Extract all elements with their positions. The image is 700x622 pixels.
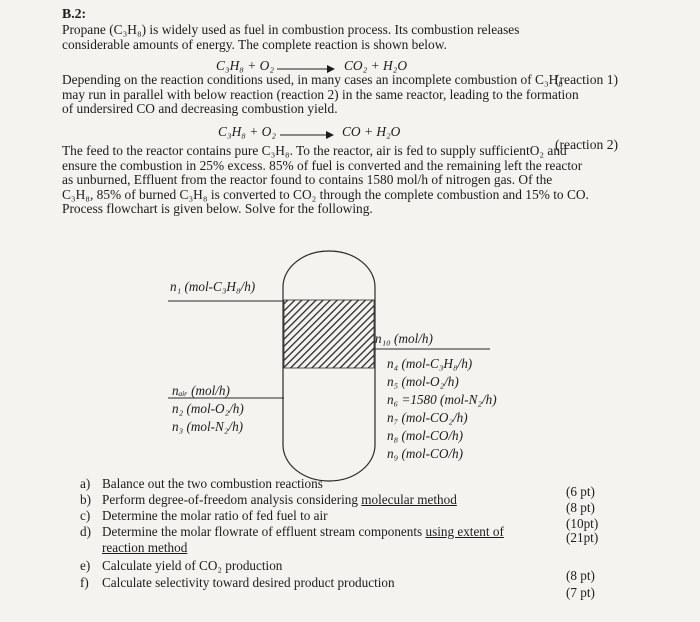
effluent-n8: n₈ (mol-CO/h) [387,428,464,443]
question-a-letter: a) [80,476,91,491]
question-e [80,558,282,574]
effluent-n4: n₄ (mol-C₃H₈/h) [387,356,473,371]
question-d-letter: d) [80,524,91,539]
para2-line-1: Depending on the reaction conditions used, in many cases an incomplete combustion of C₃H₈ [62,72,563,87]
question-d-continued [80,540,187,556]
effluent-n6: n₆ =1580 (mol-N₂/h) [387,392,497,407]
question-b-letter: b) [80,492,91,507]
question-b-points: (8 pt) [566,500,595,515]
para3-line-3: as unburned, Effluent from the reactor found to contains 1580 mol/h of nitrogen gas. Of the [62,172,553,188]
question-f-letter: f) [80,575,89,590]
question-c-points: (10pt) [566,516,599,531]
question-f-text: Calculate selectivity toward desired product production [102,575,395,590]
effluent-n7: n₇ (mol-CO₂/h) [387,410,468,425]
question-b [80,492,457,508]
reaction-2-reactants: C₃H₈ + O₂ [218,124,276,139]
reaction-2-products: CO + H₂O [342,124,401,139]
para2-line-3: of undersired CO and decreasing combustion yield. [62,101,338,117]
question-d-text: Determine the molar flowrate of effluent stream components [102,524,426,539]
effluent-n9: n₉ (mol-CO/h) [387,446,464,461]
question-b-text: Perform degree-of-freedom analysis considering [102,492,362,507]
problem-heading: B.2: [62,6,87,21]
reaction-1-reactants: C₃H₈ + O₂ [216,58,274,73]
air-stream-n2: n₂ (mol-O₂/h) [172,401,244,416]
intro-line-2: considerable amounts of energy. The complete reaction is shown below. [62,36,447,52]
question-e-points: (8 pt) [566,568,595,583]
question-d-underlined: using extent of [425,524,504,539]
reaction-1-products: CO₂ + H₂O [344,58,407,73]
reaction-1-label: (reaction 1) [555,72,619,87]
question-c-letter: c) [80,508,91,523]
air-stream-n3: n₃ (mol-N₂/h) [172,419,244,434]
top-outlet-label: n₁₀ (mol/h) [375,331,433,346]
intro-line-1: Propane (C₃H₈) is widely used as fuel in combustion process. Its combustion releases [62,22,520,37]
para3-line-2: ensure the combustion in 25% excess. 85% of fuel is converted and the remaining left the reactor [62,157,583,173]
question-c [80,508,328,524]
para3-line-4: C₃H₈, 85% of burned C₃H₈ is converted to CO₂ through the complete combustion and 15% to CO. [62,186,589,202]
question-d-points: (21pt) [566,530,599,545]
para3-line-1: The feed to the reactor contains pure C₃H₈. To the reactor, air is fed to supply sufficientO₂ and [62,143,567,158]
reaction-2-label: (reaction 2) [555,137,619,152]
para3-line-5: Process flowchart is given below. Solve for the following. [62,201,373,217]
para2-line-2: may run in parallel with below reaction (reaction 2) in the same reactor, leading to the formation [62,86,579,102]
question-d-underlined-2: reaction method [102,540,188,555]
reactor-packing-hatch [284,300,374,368]
question-e-text: Calculate yield of CO₂ production [102,558,283,573]
effluent-n5: n₅ (mol-O₂/h) [387,374,459,389]
question-a-points: (6 pt) [566,484,595,499]
question-f-points: (7 pt) [566,585,595,600]
feed-stream-label: n₁ (mol-C₃H₈/h) [170,279,256,294]
question-d [80,524,504,540]
question-a [80,476,323,492]
question-c-text: Determine the molar ratio of fed fuel to air [102,508,328,523]
air-stream-nair: nₐᵢᵣ (mol/h) [172,383,230,398]
question-b-underlined: molecular method [361,492,457,507]
question-a-text: Balance out the two combustion reactions [102,476,323,491]
question-f [80,575,395,591]
question-e-letter: e) [80,558,91,573]
